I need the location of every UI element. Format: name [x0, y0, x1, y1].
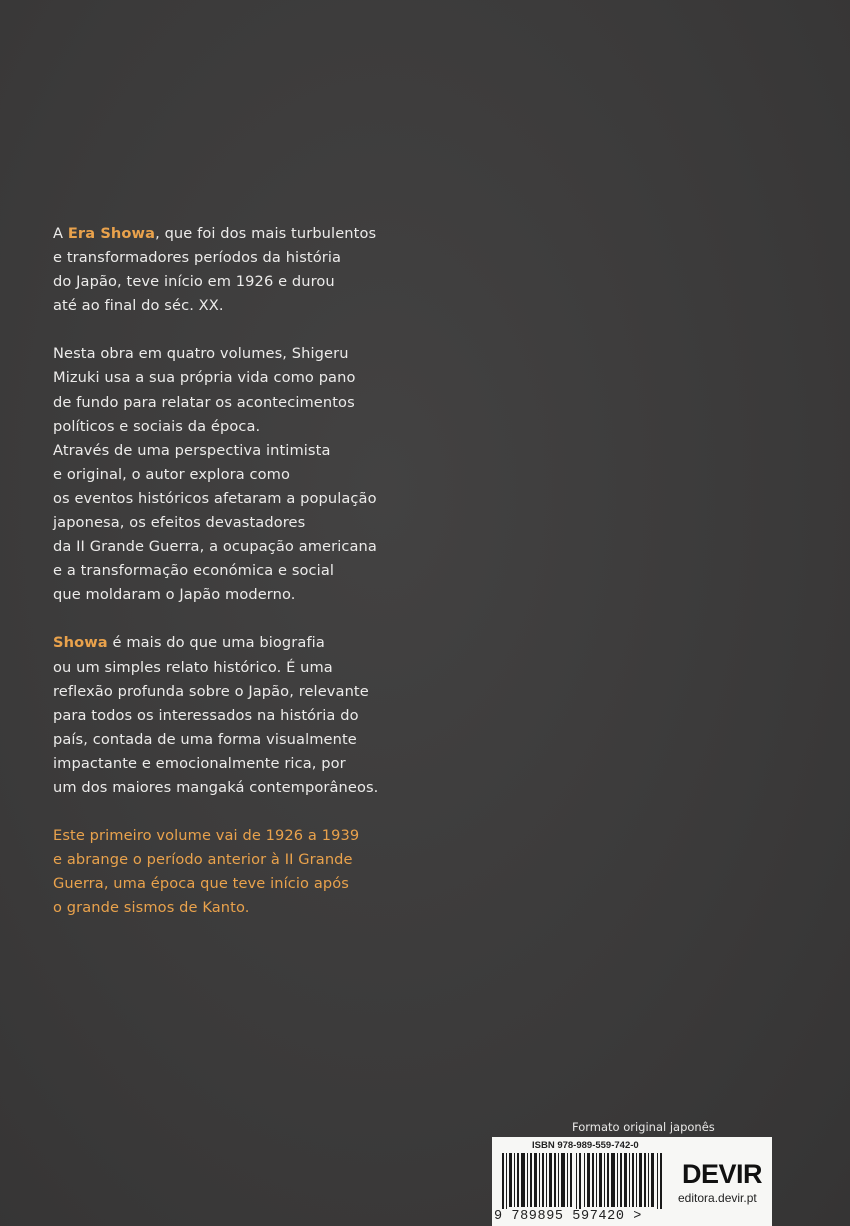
text-line: políticos e sociais da época.	[53, 417, 261, 435]
publisher-logo: DEVIR	[682, 1159, 763, 1189]
text-line: impactante e emocionalmente rica, por	[53, 754, 346, 772]
text-line: e a transformação económica e social	[53, 562, 335, 580]
synopsis	[53, 222, 413, 944]
text-line: da II Grande Guerra, a ocupação americana	[53, 538, 377, 556]
text-line: o grande sismos de Kanto.	[53, 899, 250, 917]
synopsis-paragraph-4	[53, 824, 413, 920]
text-run: A	[53, 225, 68, 242]
era-showa-highlight: Era Showa	[67, 225, 156, 242]
text-line: e abrange o período anterior à II Grande	[53, 851, 353, 869]
synopsis-paragraph-2	[53, 342, 413, 607]
text-line: e transformadores períodos da história	[53, 249, 342, 267]
text-line: Guerra, uma época que teve início após	[53, 875, 349, 893]
text-line: Através de uma perspectiva intimista	[53, 441, 331, 459]
text-line: país, contada de uma forma visualmente	[53, 730, 357, 748]
text-line: os eventos históricos afetaram a população	[53, 489, 377, 507]
text-line: para todos os interessados na história do	[53, 706, 359, 724]
text-line: japonesa, os efeitos devastadores	[53, 514, 306, 532]
text-line: reflexão profunda sobre o Japão, relevante	[53, 682, 369, 700]
isbn-number: ISBN 978-989-559-742-0	[532, 1140, 639, 1151]
synopsis-paragraph-1	[53, 222, 413, 318]
text-line: Nesta obra em quatro volumes, Shigeru	[53, 345, 349, 363]
text-run: , que foi dos mais turbulentos	[155, 225, 377, 242]
text-line: que moldaram o Japão moderno.	[53, 586, 296, 604]
barcode-panel	[492, 1137, 772, 1226]
showa-highlight: Showa	[53, 634, 108, 652]
barcode-digits: 9 789895 597420 >	[494, 1209, 679, 1224]
text-line: um dos maiores mangaká contemporâneos.	[53, 778, 379, 796]
text-run: é mais do que uma biografia	[107, 634, 325, 652]
text-line: ou um simples relato histórico. É uma	[53, 658, 333, 676]
text-line: Este primeiro volume vai de 1926 a 1939	[53, 827, 360, 845]
text-line: e original, o autor explora como	[53, 465, 290, 483]
text-line: do Japão, teve início em 1926 e durou	[53, 273, 335, 291]
text-line: Mizuki usa a sua própria vida como pano	[53, 369, 356, 387]
barcode-icon	[500, 1153, 665, 1213]
format-label: Formato original japonês	[572, 1120, 715, 1134]
text-line: até ao final do séc. XX.	[53, 297, 224, 315]
text-line: de fundo para relatar os acontecimentos	[53, 393, 355, 411]
synopsis-paragraph-3	[53, 631, 413, 800]
text-line	[53, 631, 413, 655]
text-line	[53, 222, 413, 246]
publisher-url: editora.devir.pt	[678, 1191, 757, 1205]
